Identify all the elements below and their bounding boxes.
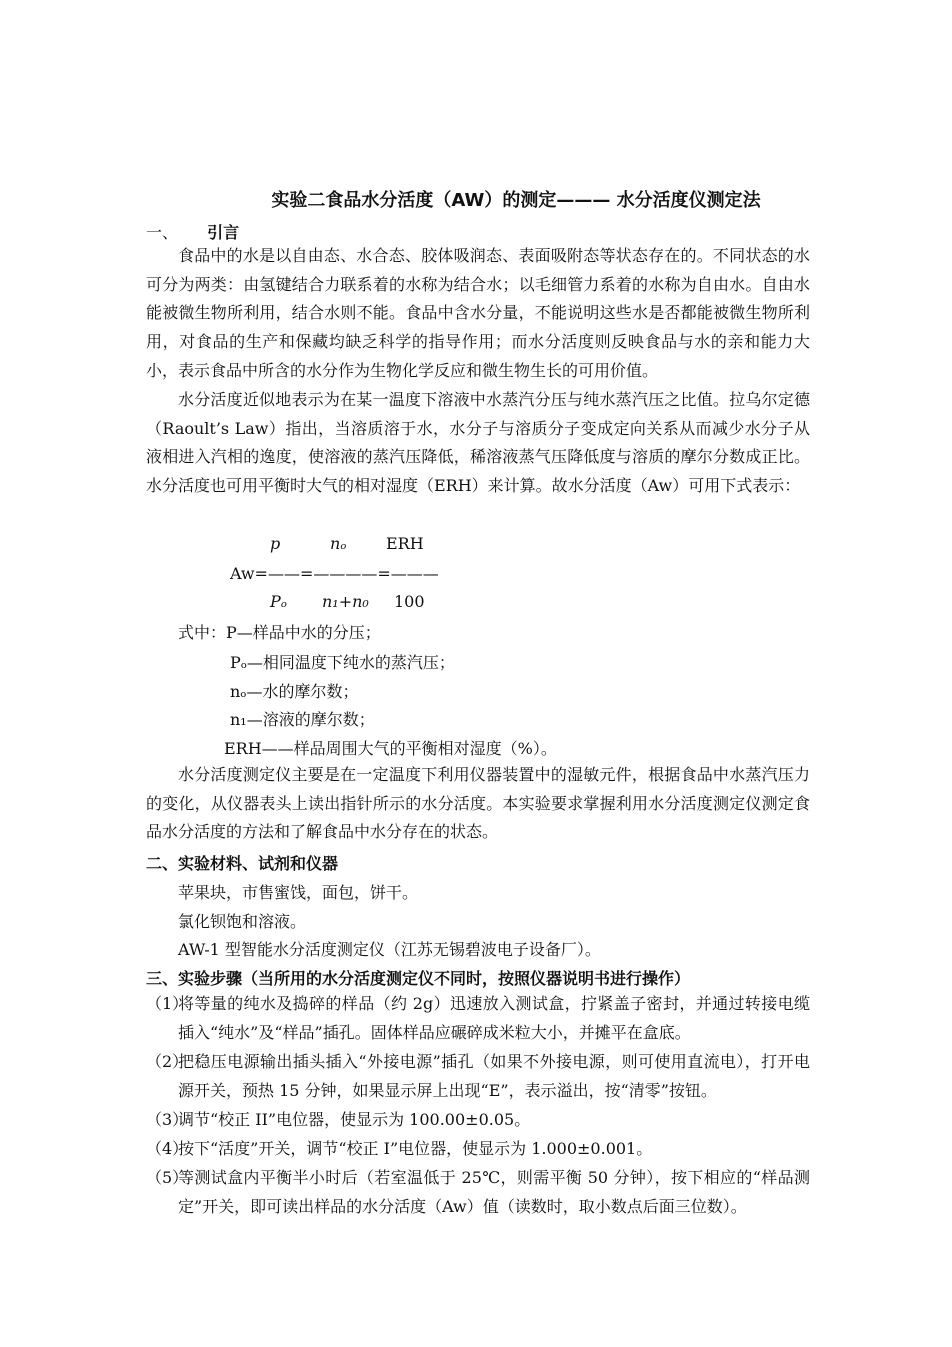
definition-n0: nₒ—水的摩尔数； — [230, 682, 359, 701]
formula-denominator-n1-n0: n₁+n₀ — [322, 592, 369, 611]
section1-heading-text: 引言 — [207, 223, 240, 242]
material-item-3: AW-1 型智能水分活度测定仪（江苏无锡碧波电子设备厂）。 — [178, 940, 601, 959]
formula-numerator-n0: nₒ — [330, 534, 347, 553]
step-number: （2） — [146, 1052, 189, 1071]
step-text: 将等量的纯水及捣碎的样品（约 2g）迅速放入测试盒，拧紧盖子密封，并通过转接电缆插入“纯水”及“样品”插孔。固体样品应碾碎成米粒大小，并摊平在盒底。 — [178, 994, 810, 1042]
step-number: （1） — [146, 994, 189, 1013]
step-number: （3） — [146, 1110, 189, 1129]
step-text: 把稳压电源输出插头插入“外接电源”插孔（如果不外接电源，则可使用直流电），打开电源开关，预热 15 分钟，如果显示屏上出现“E”，表示溢出，按“清零”按钮。 — [178, 1052, 810, 1100]
formula-denominator-100: 100 — [394, 592, 425, 611]
definition-erh: ERH——样品周围大气的平衡相对湿度（%）。 — [224, 739, 557, 758]
step-text: 调节“校正 II”电位器，使显示为 100.00±0.05。 — [178, 1110, 531, 1129]
step-5 — [146, 1164, 810, 1221]
material-item-2: 氯化钡饱和溶液。 — [178, 912, 307, 931]
step-text: 按下“活度”开关，调节“校正 I”电位器，使显示为 1.000±0.001。 — [178, 1139, 653, 1158]
formula-numerator-p: p — [270, 534, 281, 553]
material-item-1: 苹果块，市售蜜饯，面包，饼干。 — [178, 883, 419, 902]
step-3 — [146, 1106, 810, 1135]
section1-paragraph-3: 水分活度测定仪主要是在一定温度下利用仪器装置中的湿敏元件，根据食品中水蒸汽压力的变化，从仪器表头上读出指针所示的水分活度。本实验要求掌握利用水分活度测定仪测定食品水分活度的方法和了解食品中水分存在的状态。 — [146, 765, 810, 842]
definition-n1: n₁—溶液的摩尔数； — [230, 710, 375, 729]
section1-heading — [146, 220, 239, 243]
section1-paragraph-1: 食品中的水是以自由态、水合态、胶体吸润态、表面吸附态等状态存在的。不同状态的水可分为两类：由氢键结合力联系着的水称为结合水；以毛细管力系着的水称为自由水。自由水能被微生物所利用，结合水则不能。食品中含水分量，不能说明这些水是否都能被微生物所利用，对食品的生产和保藏均缺乏科学的指导作用；而水分活度则反映食品与水的亲和能力大小，表示食品中所含的水分作为生物化学反应和微生物生长的可用价值。 — [146, 246, 810, 380]
step-text: 等测试盒内平衡半小时后（若室温低于 25℃，则需平衡 50 分钟），按下相应的“样品测定”开关，即可读出样品的水分活度（Aw）值（读数时，取小数点后面三位数）。 — [178, 1168, 810, 1216]
section3-heading: 三、实验步骤（当所用的水分活度测定仪不同时，按照仪器说明书进行操作） — [146, 969, 691, 988]
formula-denominator-p0: Pₒ — [270, 592, 287, 611]
section1-heading-num: 一、 — [146, 223, 179, 242]
step-2 — [146, 1048, 810, 1105]
section2-heading: 二、实验材料、试剂和仪器 — [146, 854, 339, 873]
formula-numerator-erh: ERH — [386, 534, 424, 553]
section1-paragraph-2: 水分活度近似地表示为在某一温度下溶液中水蒸汽分压与纯水蒸汽压之比值。拉乌尔定德（Raoult’s Law）指出，当溶质溶于水，水分子与溶质分子变成定向关系从而减少水分子从液相进入汽相的逸度，使溶液的蒸汽压降低，稀溶液蒸气压降低度与溶质的摩尔分数成正比。水分活度也可用平衡时大气的相对湿度（ERH）来计算。故水分活度（Aw）可用下式表示： — [146, 390, 810, 496]
formula-main-line: Aw=——=————=——— — [230, 564, 439, 583]
definition-p0: Pₒ—相同温度下纯水的蒸汽压； — [230, 653, 455, 672]
step-number: （4） — [146, 1139, 189, 1158]
water-activity-formula — [230, 534, 450, 618]
step-4 — [146, 1135, 810, 1164]
step-number: （5） — [146, 1168, 189, 1187]
document-title: 实验二食品水分活度（AW）的测定——— 水分活度仪测定法 — [271, 190, 761, 211]
step-1 — [146, 990, 810, 1047]
definition-p: 式中：P—样品中水的分压； — [178, 623, 381, 642]
